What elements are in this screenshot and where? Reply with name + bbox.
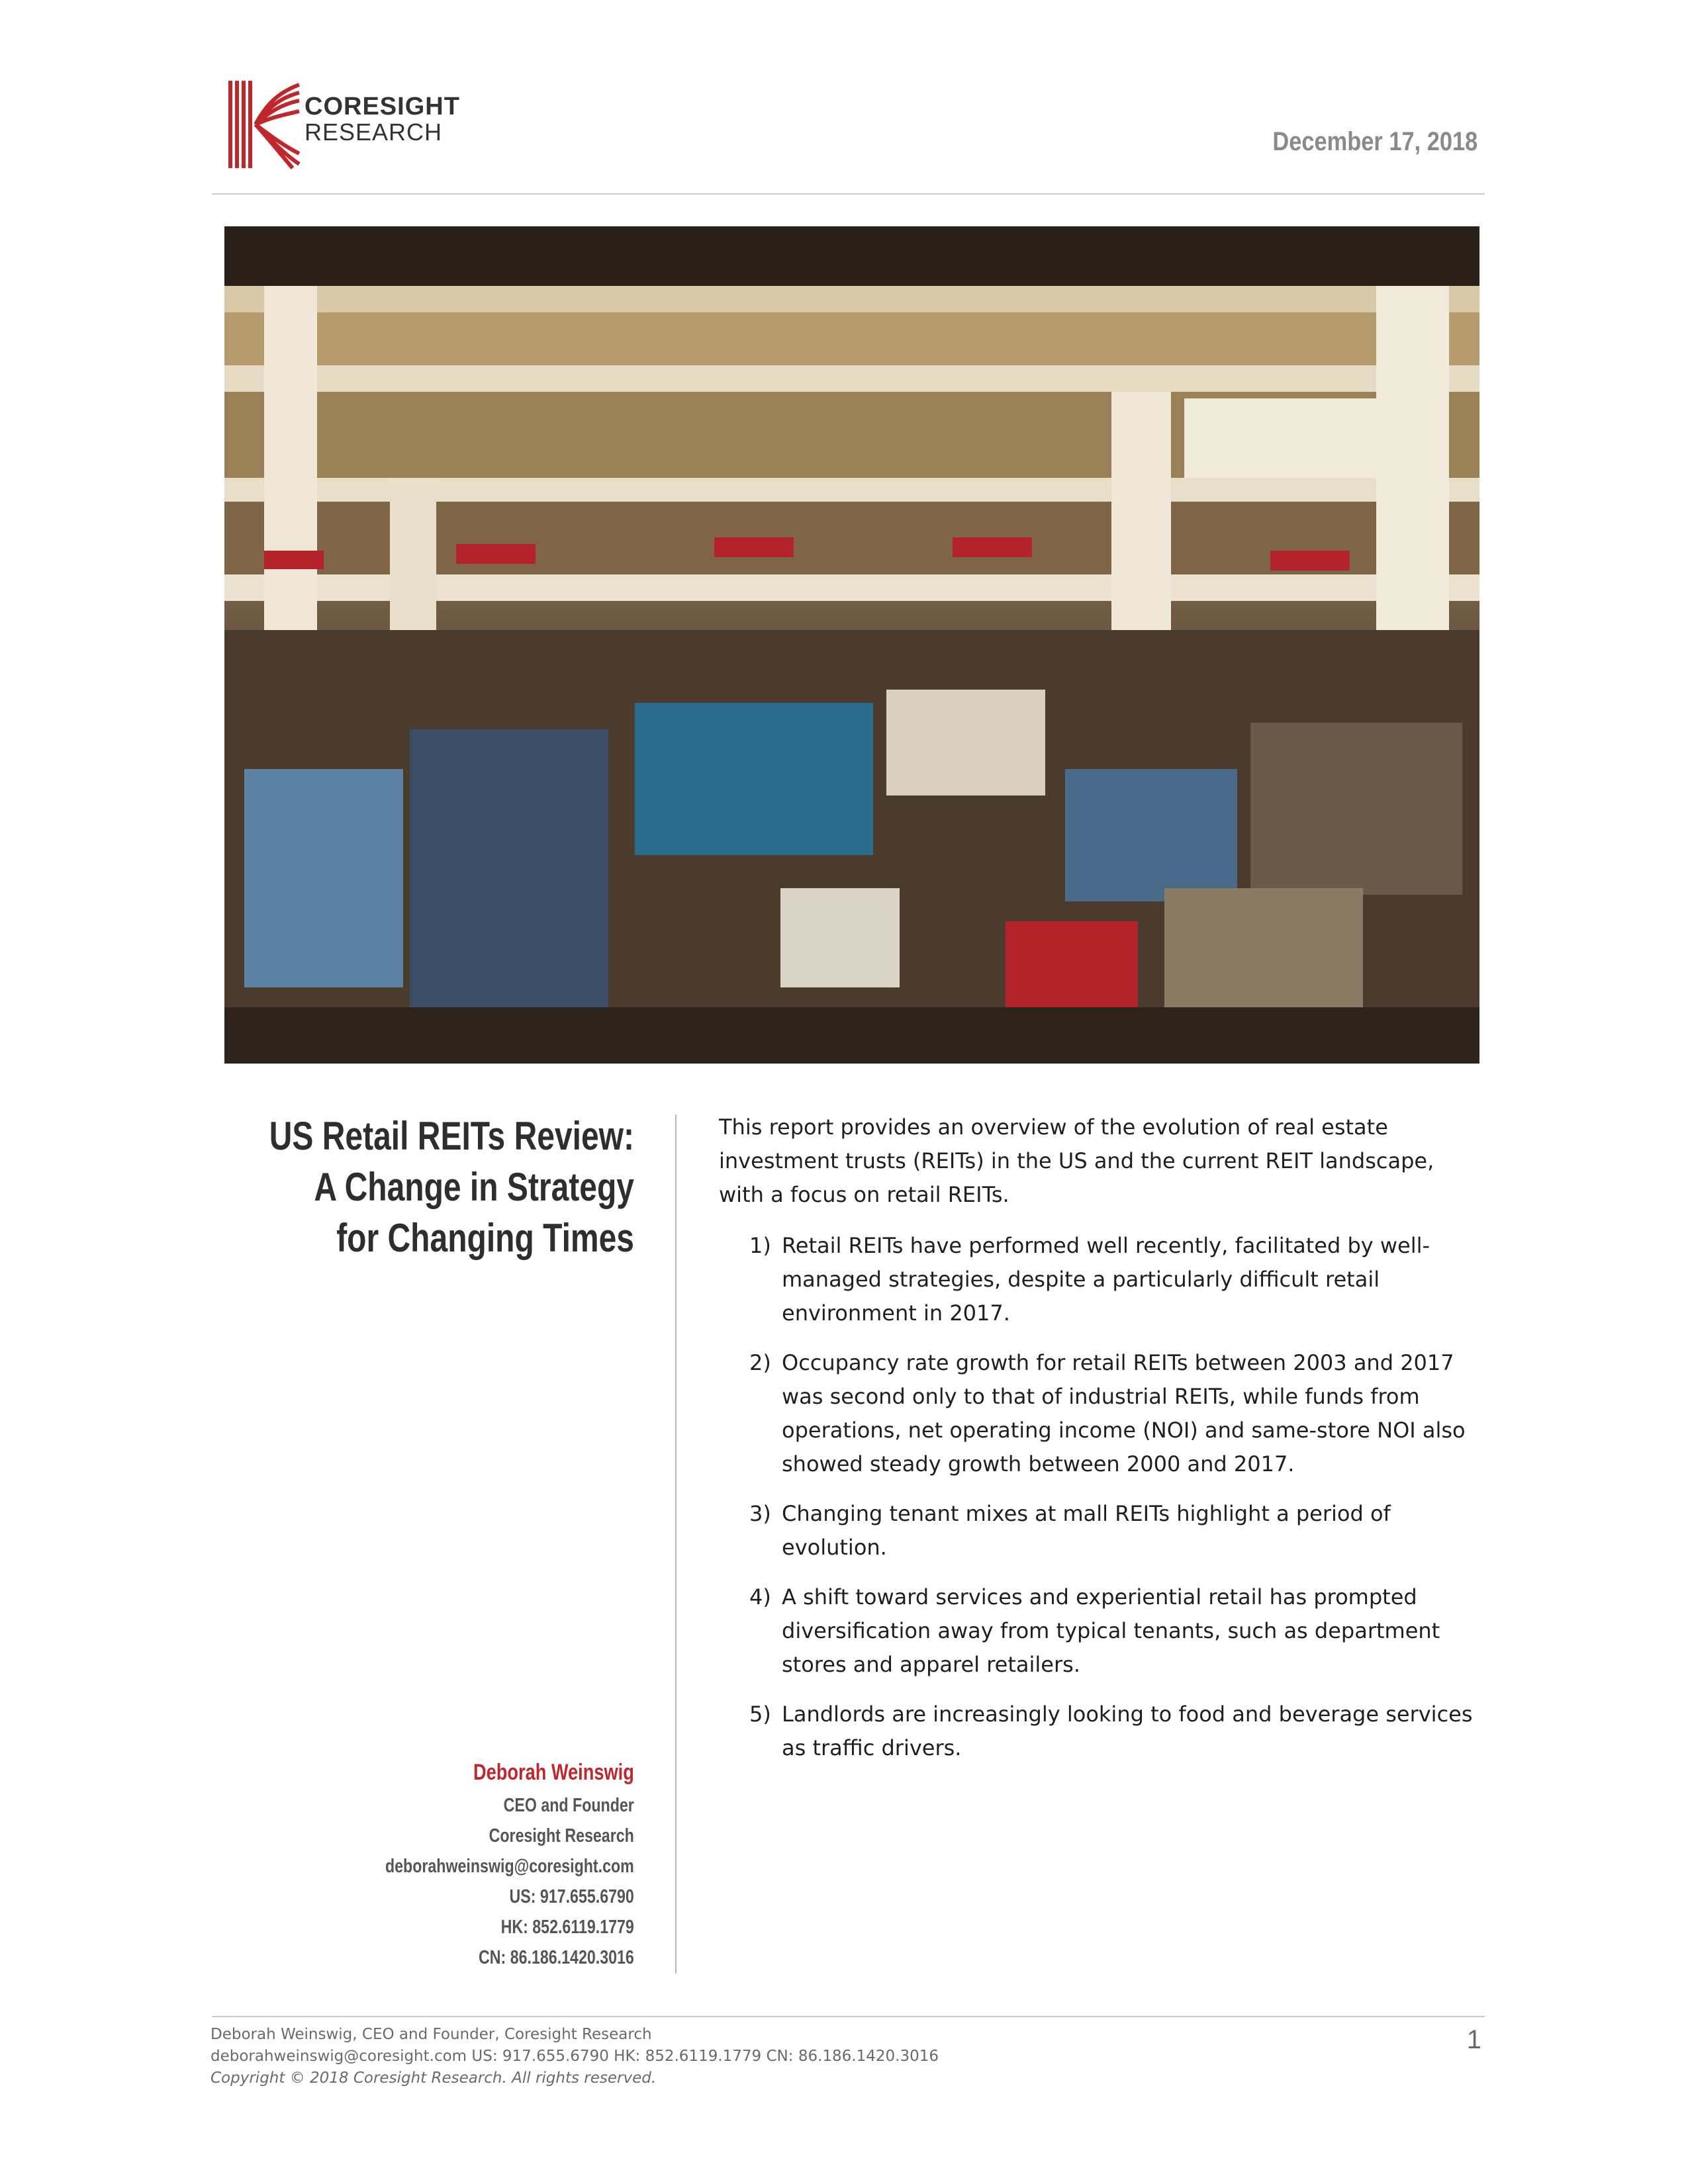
list-item [719, 1497, 1480, 1565]
mall-atrium-photo-icon [224, 226, 1479, 1064]
list-item-text: Landlords are increasingly looking to food and beverage services as traffic drivers. [782, 1702, 1473, 1760]
footer-contact-line: deborahweinswig@coresight.com US: 917.655.6790 HK: 852.6119.1779 CN: 86.186.1420.3016 [211, 2048, 939, 2065]
list-item [719, 1698, 1480, 1765]
author-role: CEO and Founder [503, 1795, 634, 1816]
author-name: Deborah Weinswig [473, 1760, 634, 1785]
footer-divider [212, 2016, 1485, 2017]
brand-name: CORESIGHT [305, 93, 460, 120]
author-hk-phone: HK: 852.6119.1779 [500, 1917, 634, 1938]
list-item-number: 2) [749, 1350, 771, 1375]
page-number: 1 [1466, 2025, 1481, 2054]
column-divider [675, 1115, 677, 1974]
summary-body [719, 1111, 1480, 1781]
list-item-text: A shift toward services and experiential retail has prompted diversification away from typical tenants, such as department stores and apparel retailers. [782, 1584, 1440, 1677]
author-block [385, 1757, 634, 1973]
page-footer [211, 2024, 939, 2089]
footer-copyright: Copyright © 2018 Coresight Research. All rights reserved. [211, 2070, 657, 2087]
author-company: Coresight Research [489, 1825, 634, 1846]
summary-intro: This report provides an overview of the evolution of real estate investment trusts (REITs) in the US and the current REIT landscape, with a focus on retail REITs. [719, 1115, 1434, 1207]
author-email[interactable]: deborahweinswig@coresight.com [385, 1856, 634, 1877]
list-item-number: 4) [749, 1584, 771, 1610]
list-item [719, 1229, 1480, 1330]
header-divider [212, 193, 1485, 195]
list-item [719, 1346, 1480, 1481]
footer-author-line: Deborah Weinswig, CEO and Founder, Coresight Research [211, 2026, 652, 2043]
list-item-number: 3) [749, 1501, 771, 1526]
list-item-number: 1) [749, 1233, 771, 1258]
author-us-phone: US: 917.655.6790 [509, 1886, 634, 1907]
key-points-list [719, 1229, 1480, 1765]
list-item-text: Changing tenant mixes at mall REITs highlight a period of evolution. [782, 1501, 1391, 1560]
brand-subtitle: RESEARCH [305, 118, 443, 146]
list-item-number: 5) [749, 1702, 771, 1727]
list-item-text: Occupancy rate growth for retail REITs between 2003 and 2017 was second only to that of industrial REITs, while funds from operations, net operating income (NOI) and same-store NOI also showed steady growth between 2000 and 2017. [782, 1350, 1466, 1477]
brand-logo[interactable] [226, 78, 460, 171]
list-item-text: Retail REITs have performed well recently, facilitated by well-managed strategies, despite a particularly difficult retail environment in 2017. [782, 1233, 1430, 1326]
list-item [719, 1580, 1480, 1682]
hero-image [224, 226, 1479, 1064]
report-title: US Retail REITs Review: A Change in Strategy for Changing Times [269, 1114, 635, 1260]
coresight-k-logo-icon [226, 78, 301, 171]
author-cn-phone: CN: 86.186.1420.3016 [479, 1947, 634, 1968]
report-date: December 17, 2018 [1272, 127, 1477, 156]
